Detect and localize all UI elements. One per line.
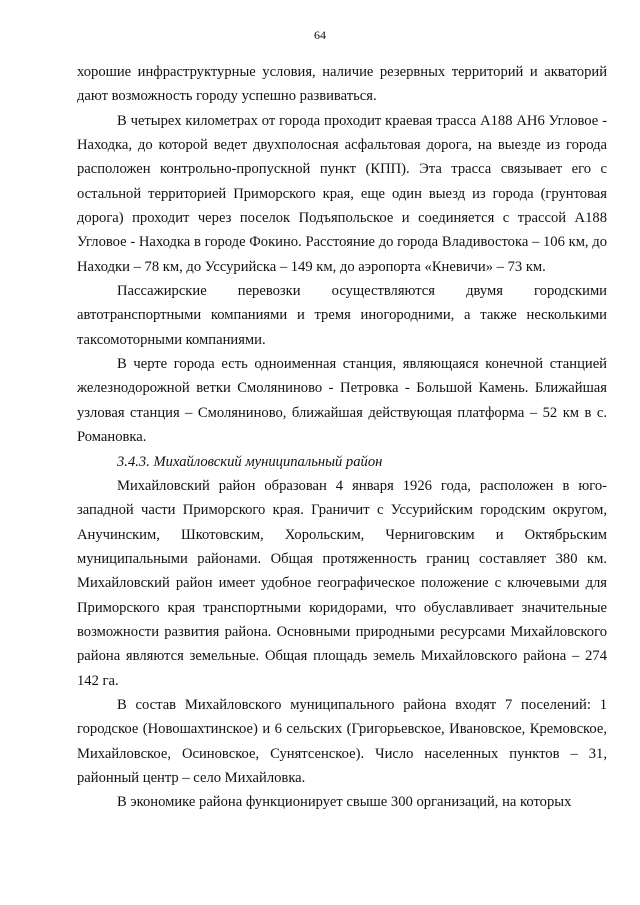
page-number: 64 <box>314 28 326 42</box>
paragraph-district-overview: Михайловский район образован 4 января 1926 года, расположен в юго-западной части Приморского края. Граничит с Уссурийским городским округом, Анучинским, Шкотовским, Хорольским, Черниговским и Октябрьским муниципальными районами. Общая протяженность границ составляет 380 км. Михайловский район имеет удобное географическое положение с ключевыми для Приморского края транспортными коридорами, что обуславливает значительные возможности развития района. Основными природными ресурсами Михайловского района являются земельные. Общая площадь земель Михайловского района – 274 142 га. <box>77 477 607 689</box>
paragraph-district-economy: В экономике района функционирует свыше 300 организаций, на которых <box>117 794 572 811</box>
paragraph-district-settlements: В состав Михайловского муниципального района входят 7 поселений: 1 городское (Новошахтинское) и 6 сельских (Григорьевское, Ивановское, Кремовское, Михайловское, Осиновское, Сунятсенское). Число населенных пунктов – 31, районный центр – село Михайловка. <box>77 696 607 786</box>
paragraph-passenger-transport: Пассажирские перевозки осуществляются двумя городскими автотранспортными компаниями и тремя иногородними, а также несколькими таксомоторными компаниями. <box>77 283 607 348</box>
paragraph-railway-station: В черте города есть одноименная станция, являющаяся конечной станцией железнодорожной ветки Смоляниново - Петровка - Большой Камень. Ближайшая узловая станция – Смоляниново, ближайшая действующая платформа – 52 км в с. Романовка. <box>77 356 607 446</box>
paragraph-continuation: хорошие инфраструктурные условия, наличие резервных территорий и акваторий дают возможность городу успешно развиваться. <box>77 64 607 105</box>
paragraph-highway: В четырех километрах от города проходит краевая трасса А188 АН6 Угловое - Находка, до которой ведет двухполосная асфальтовая дорога, на выезде из города расположен контрольно-пропускной пункт (КПП). Эта трасса связывает его с остальной территорией Приморского края, еще один выезд из города (грунтовая дорога) проходит через поселок Подъяпольское и соединяется с трассой А188 Угловое - Находка в городе Фокино. Расстояние до города Владивостока – 106 км, до Находки – 78 км, до Уссурийска – 149 км, до аэропорта «Кневичи» – 73 км. <box>77 112 607 275</box>
page-body <box>77 60 607 815</box>
section-heading: 3.4.3. Михайловский муниципальный район <box>117 453 383 470</box>
